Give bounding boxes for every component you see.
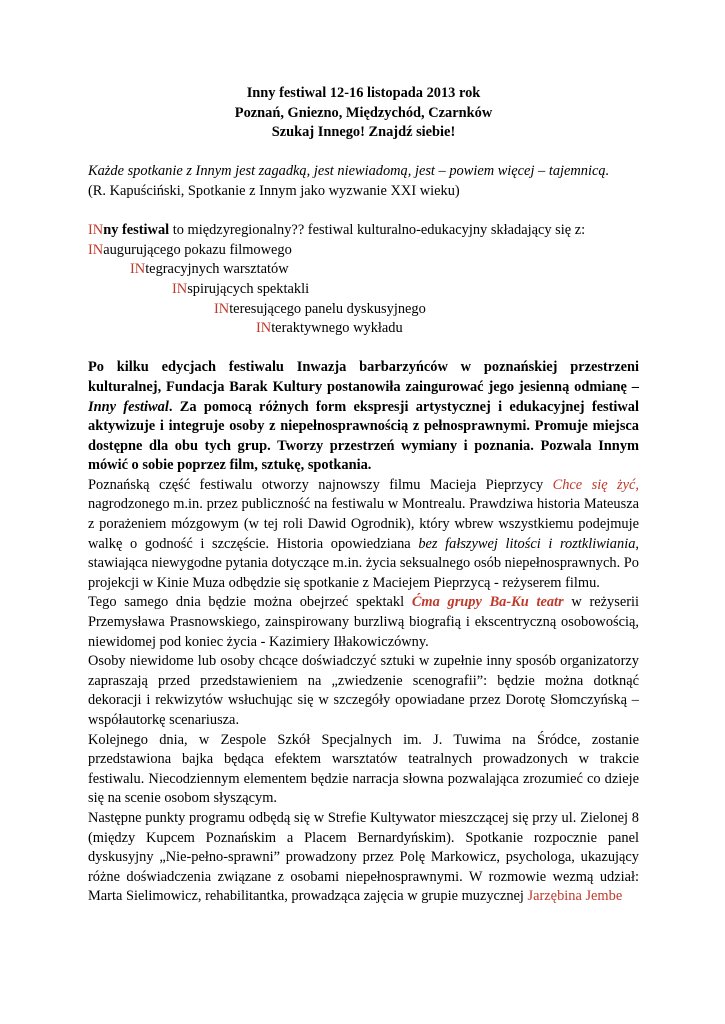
intro-bold: ny festiwal bbox=[103, 222, 170, 239]
intro-line bbox=[88, 221, 639, 241]
component-text: augurującego pokazu filmowego bbox=[103, 241, 292, 258]
film-title: Chce się żyć, bbox=[552, 476, 639, 493]
panel-paragraph bbox=[88, 809, 639, 907]
intro-rest: to międzyregionalny?? festiwal kulturalno-edukacyjny składający się z: bbox=[169, 222, 586, 239]
quote-source: (R. Kapuściński, Spotkanie z Innym jako wyzwanie XXI wieku) bbox=[88, 182, 460, 199]
component-item bbox=[88, 319, 639, 339]
in-prefix: IN bbox=[88, 222, 104, 239]
film-paragraph bbox=[88, 476, 639, 594]
festival-cities: Poznań, Gniezno, Międzychód, Czarnków bbox=[234, 104, 493, 121]
description-text: Po kilku edycjach festiwalu Inwazja barbarzyńców w poznańskiej przestrzeni kulturalnej, Fundacja Barak Kultury postanowiła zaingurować jego jesienną odmianę – bbox=[88, 359, 639, 395]
description-text: . Za pomocą różnych form ekspresji artystycznej i edukacyjnej festiwal aktywizuje i integruje osoby z niepełnosprawnością z pełnosprawnymi. Promuje miejsca dostępne dla obu tych grup. Tworzy przestrzeń wymiany i poznania. Pozwala Innym mówić o sobie poprzez film, sztukę, spotkania. bbox=[88, 398, 639, 474]
kapuscinski-quote: Każde spotkanie z Innym jest zagadką, jest niewiadomą, jest – powiem więcej – tajemnicą. bbox=[88, 163, 610, 180]
paragraph-text: w reżyserii Przemysława Prasnowskiego, zainspirowany burzliwą biografią i ekscentryczną osobowością, niewidomej pod koniec życia - Kazimiery Iłłakowiczówny. bbox=[88, 594, 639, 650]
paragraph-text: Poznańską część festiwalu otworzy najnowszy filmu Macieja Pieprzycy bbox=[88, 476, 553, 493]
component-text: spirujących spektakli bbox=[187, 280, 310, 297]
scenography-paragraph: Osoby niewidome lub osoby chcące doświadczyć sztuki w zupełnie inny sposób organizatorzy zapraszają przed przedstawieniem na „zwiedzenie scenografii”: będzie można dotknąć dekoracji i rekwizytów wsłuchując się w szczegóły opowiadane przez Dorotę Słomczyńską – współautorkę scenariusza. bbox=[88, 653, 639, 728]
in-prefix: IN bbox=[256, 320, 272, 337]
paragraph-text: Następne punkty programu odbędą się w Strefie Kultywator mieszczącej się przy ul. Zielonej 8 (między Kupcem Poznańskim a Placem Bernardyńskim). Spotkanie rozpocznie panel dyskusyjny „Nie-pełno-sprawni” prowadzony przez Polę Markowicz, psychologa, ukazujący różne doświadczenia związane z osobami niepełnosprawnymi. W rozmowie wezmą udział: Marta Sielimowicz, rehabilitantka, prowadząca zajęcia w grupie muzycznej bbox=[88, 809, 639, 905]
in-prefix: IN bbox=[172, 280, 188, 297]
paragraph-text: nagrodzonego m.in. przez publiczność na festiwalu w Montrealu. Prawdziwa historia Mateusza z porażeniem mózgowym (w tej roli Dawid Ogrodnik), który wbrew wszystkiemu podejmuje walkę o godność i szczęście. Historia opowiedziana bbox=[88, 496, 639, 552]
component-text: teraktywnego wykładu bbox=[271, 320, 403, 337]
festival-name-italic: Inny festiwal bbox=[88, 398, 169, 415]
component-text: teresującego panelu dyskusyjnego bbox=[229, 300, 426, 317]
spectacle-title: Ćma grupy Ba-Ku teatr bbox=[411, 594, 564, 611]
festival-slogan: Szukaj Innego! Znajdź siebie! bbox=[271, 124, 456, 141]
in-prefix: IN bbox=[88, 241, 104, 258]
spectacle-paragraph bbox=[88, 593, 639, 652]
component-item bbox=[88, 300, 639, 320]
component-item bbox=[88, 260, 639, 280]
italic-phrase: bez fałszywej litości i roztkliwiania bbox=[418, 535, 636, 552]
festival-title: Inny festiwal 12-16 listopada 2013 rok bbox=[246, 85, 481, 101]
group-name: Jarzębina Jembe bbox=[527, 888, 623, 905]
component-item bbox=[88, 241, 639, 261]
document-body bbox=[88, 84, 639, 907]
in-prefix: IN bbox=[214, 300, 230, 317]
paragraph-text: Tego samego dnia będzie można obejrzeć spektakl bbox=[88, 594, 412, 611]
in-prefix: IN bbox=[130, 261, 146, 278]
component-text: tegracyjnych warsztatów bbox=[145, 261, 289, 278]
component-item bbox=[88, 280, 639, 300]
paragraph-text: , stawiająca niewygodne pytania dotyczące m.in. życia seksualnego osób niepełnosprawnych. Po projekcji w Kinie Muza odbędzie się spotkanie z Maciejem Pieprzycą - reżyserem filmu. bbox=[88, 535, 639, 591]
festival-description bbox=[88, 358, 639, 476]
fairytale-paragraph: Kolejnego dnia, w Zespole Szkół Specjalnych im. J. Tuwima na Śródce, zostanie przedstawiona bajka będąca efektem warsztatów teatralnych prowadzonych w trakcie festiwalu. Niecodziennym elementem będzie narracja słowna pozwalająca zrozumieć co dzieje się na scenie osobom słyszącym. bbox=[88, 731, 639, 807]
